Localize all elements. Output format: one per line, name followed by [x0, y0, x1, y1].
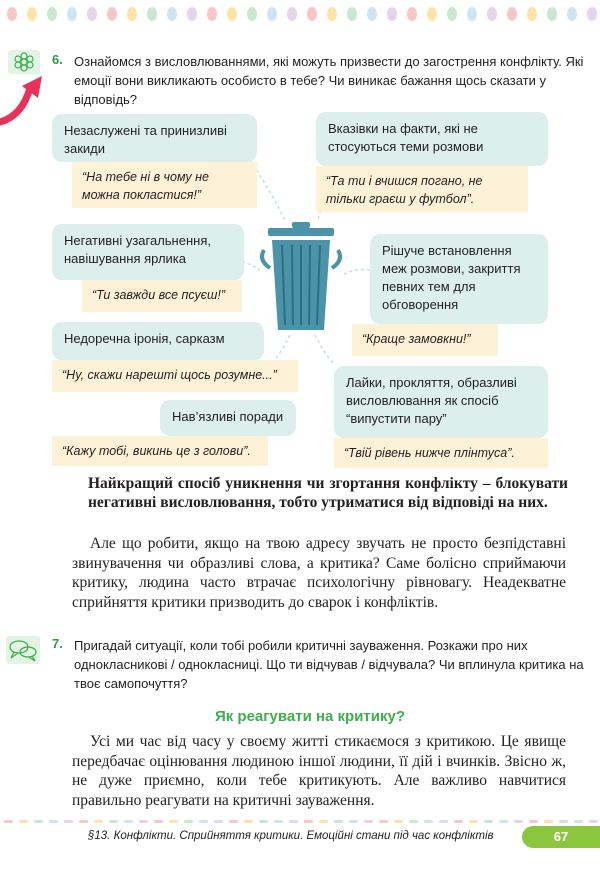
border-dot: [467, 7, 477, 21]
quote-unfair-reproaches: [72, 162, 257, 208]
border-dot: [587, 7, 597, 21]
bubble-label: Недоречна іронія, сарказм: [64, 331, 225, 346]
border-dash: [199, 820, 208, 823]
border-dot: [407, 7, 417, 21]
border-dot: [147, 7, 157, 21]
task-7-number: 7.: [52, 636, 63, 651]
border-dot: [107, 7, 117, 21]
border-dot: [427, 7, 437, 21]
border-dash: [484, 820, 493, 823]
border-dash: [34, 820, 43, 823]
border-dot: [307, 7, 317, 21]
border-dash: [529, 820, 538, 823]
bubble-irrelevant-facts: [316, 112, 548, 166]
border-dash: [349, 820, 358, 823]
border-dash: [154, 820, 163, 823]
quote-text: “Краще замовкни!”: [362, 332, 471, 346]
task-7-text: Пригадай ситуації, коли тобі робили критичні зауваження. Розкажи про них однокласникові / однокласниці. Що ти відчував / відчувала? Чи вплинула критика на твоє самопочуття?: [74, 638, 584, 691]
border-dash: [94, 820, 103, 823]
bubble-label: Нав’язливі поради: [172, 409, 284, 424]
arrow-icon: [0, 72, 46, 126]
border-dash: [394, 820, 403, 823]
task-6-text: Ознайомся з висловлюваннями, які можуть призвести до загострення конфлікту. Які емоції вони викликають особисто в тебе? Чи виникає бажання щось сказати у відповідь?: [74, 54, 584, 107]
main-bold-statement: Найкращий спосіб уникнення чи згортання конфлікту – блокувати негативні висловлювання, тобто утриматися від відповіді на них.: [88, 475, 568, 511]
quote-obtrusive-advice: [52, 436, 268, 466]
border-dot: [87, 7, 97, 21]
quote-insults: [334, 438, 548, 468]
bubble-label: Лайки, прокляття, образливі висловлювання як спосіб “випустити пару”: [346, 375, 517, 426]
bubble-obtrusive-advice: [160, 400, 296, 436]
quote-boundaries: [352, 324, 498, 356]
paragraph-criticism-reaction: Усі ми час від часу у своєму житті стикаємося з критикою. Це явище передбачає оцінювання людиною іншої людини, її дій і вчинків. Звісно ж, не дуже приємно, коли тебе критикують. Але важливо навчитися правильно реагувати на критичні зауваження.: [72, 733, 566, 809]
footer-chapter-title: §13. Конфлікти. Сприйняття критики. Емоційні стани під час конфліктів: [88, 830, 494, 842]
bubble-generalizations: [52, 224, 244, 280]
border-dash: [379, 820, 388, 823]
border-dot: [567, 7, 577, 21]
border-dash: [49, 820, 58, 823]
border-dash: [229, 820, 238, 823]
quote-text: “Ну, скажи нарешті щось розумне...”: [62, 368, 277, 382]
border-dot: [287, 7, 297, 21]
bubble-unfair-reproaches: [52, 114, 257, 162]
footer-dash-border: [0, 818, 600, 826]
task-6-number: 6.: [52, 52, 63, 67]
quote-irrelevant-facts: [316, 166, 528, 212]
border-dash: [559, 820, 568, 823]
border-dash: [214, 820, 223, 823]
chat-bubbles-icon: [6, 636, 40, 664]
border-dash: [274, 820, 283, 823]
border-dot: [507, 7, 517, 21]
border-dash: [469, 820, 478, 823]
section-heading: Як реагувати на критику?: [214, 708, 406, 725]
border-dash: [574, 820, 583, 823]
border-dash: [139, 820, 148, 823]
border-dash: [334, 820, 343, 823]
quote-text: “Та ти і вчишся погано, не тільки граєш у футбол”.: [326, 174, 483, 206]
page-number: 67: [522, 826, 600, 848]
border-dot: [327, 7, 337, 21]
quote-generalizations: [82, 280, 242, 312]
border-dot: [387, 7, 397, 21]
border-dash: [259, 820, 268, 823]
border-dot: [47, 7, 57, 21]
border-dot: [547, 7, 557, 21]
border-dash: [439, 820, 448, 823]
border-dash: [244, 820, 253, 823]
border-dot: [347, 7, 357, 21]
border-dot: [127, 7, 137, 21]
border-dash: [124, 820, 133, 823]
border-dash: [514, 820, 523, 823]
border-dash: [79, 820, 88, 823]
border-dash: [109, 820, 118, 823]
border-dot: [207, 7, 217, 21]
border-dash: [319, 820, 328, 823]
paragraph-criticism-intro: Але що робити, якщо на твою адресу звучать не просто безпідставні звинувачення чи образливі слова, а критика? Саме болісно сприймаючи критику, людина часто втрачає психологічну рівновагу. Неадекватне сприйняття критики призводить до сварок і конфліктів.: [72, 535, 566, 611]
bubble-label: Рішуче встановлення меж розмови, закриття певних тем для обговорення: [382, 243, 521, 312]
border-dot: [7, 7, 17, 21]
border-dot: [487, 7, 497, 21]
border-dash: [589, 820, 598, 823]
border-dash: [4, 820, 13, 823]
task-7: [52, 636, 592, 693]
quote-text: “Твій рівень нижче плінтуса”.: [344, 446, 515, 460]
border-dot: [367, 7, 377, 21]
border-dash: [424, 820, 433, 823]
border-dash: [19, 820, 28, 823]
bubble-label: Вказівки на факти, які не стосуються теми розмови: [328, 121, 484, 154]
border-dot: [187, 7, 197, 21]
bubble-irony: [52, 322, 264, 360]
border-dash: [499, 820, 508, 823]
bubble-insults: [334, 366, 548, 438]
task-6: [52, 52, 592, 109]
border-dash: [544, 820, 553, 823]
border-dot: [167, 7, 177, 21]
border-dot: [267, 7, 277, 21]
bubble-label: Негативні узагальнення, навішування ярлика: [64, 233, 211, 266]
quote-text: “На тебе ні в чому не можна покластися!”: [82, 170, 209, 202]
border-dash: [454, 820, 463, 823]
quote-text: “Кажу тобі, викинь це з голови”.: [62, 444, 251, 458]
quote-text: “Ти завжди все псуєш!”: [92, 288, 225, 302]
border-dot: [447, 7, 457, 21]
border-dash: [409, 820, 418, 823]
top-dot-border: [0, 4, 600, 24]
border-dash: [184, 820, 193, 823]
border-dot: [247, 7, 257, 21]
border-dash: [304, 820, 313, 823]
border-dash: [64, 820, 73, 823]
border-dot: [527, 7, 537, 21]
border-dash: [289, 820, 298, 823]
border-dot: [67, 7, 77, 21]
border-dot: [27, 7, 37, 21]
border-dash: [364, 820, 373, 823]
border-dash: [169, 820, 178, 823]
flower-icon: [8, 50, 40, 74]
quote-irony: [52, 360, 298, 392]
bubble-label: Незаслужені та принизливі закиди: [64, 123, 227, 156]
border-dot: [227, 7, 237, 21]
bubble-boundaries: [370, 234, 548, 324]
